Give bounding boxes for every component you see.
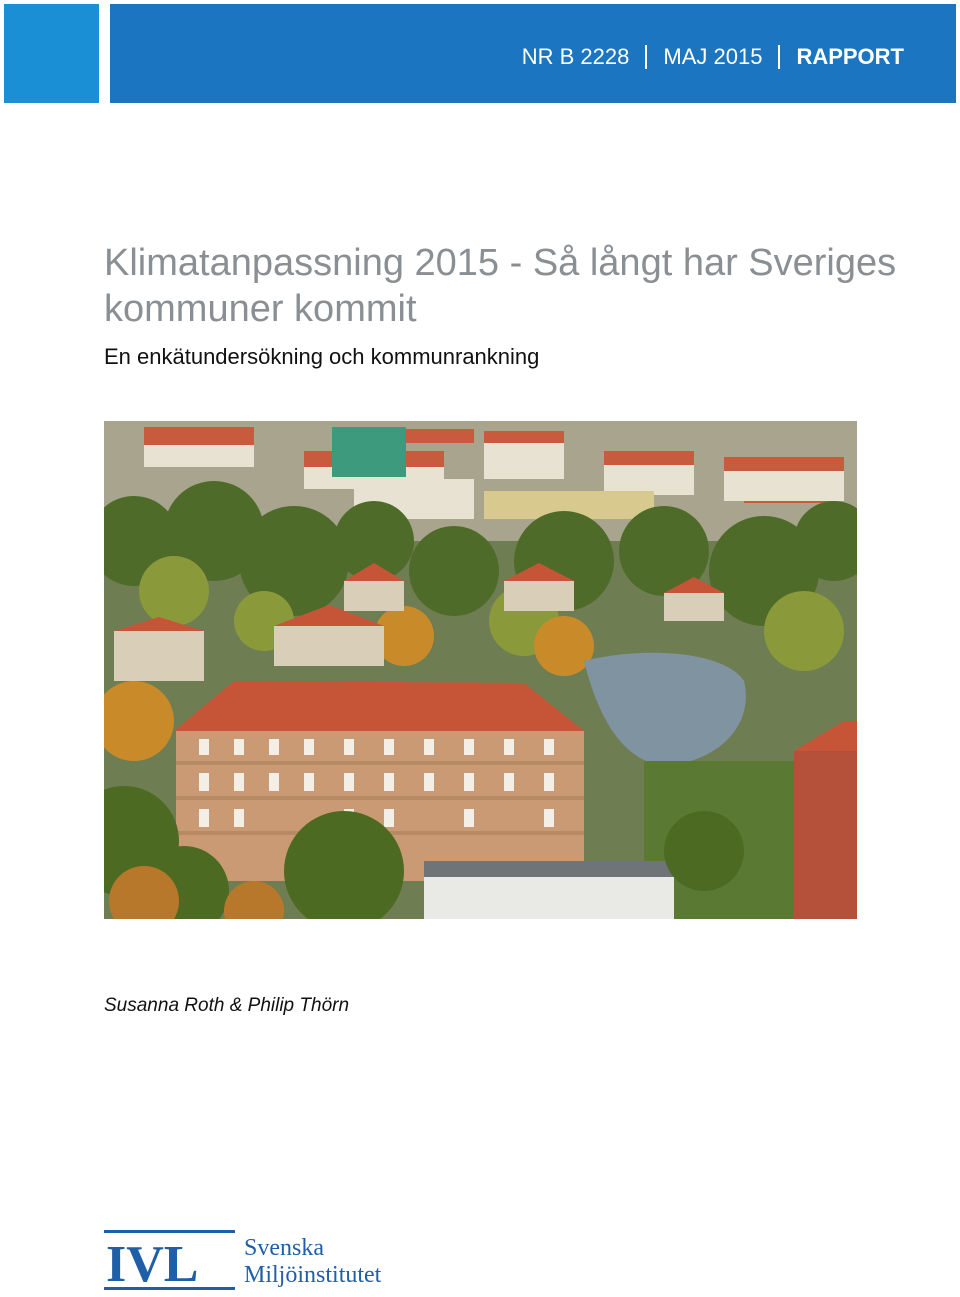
- report-date: MAJ 2015: [663, 44, 763, 69]
- report-number: NR B 2228: [521, 44, 630, 69]
- svg-text:Miljöinstitutet: Miljöinstitutet: [244, 1262, 382, 1288]
- header-bar: [110, 4, 956, 103]
- ivl-logo: [104, 1228, 424, 1292]
- cover-photo: [104, 421, 857, 919]
- report-type: RAPPORT: [796, 44, 904, 69]
- header-separator: [778, 45, 780, 69]
- svg-text:Svenska: Svenska: [244, 1235, 324, 1261]
- header-accent-square: [4, 4, 99, 103]
- header-separator: [645, 45, 647, 69]
- report-subtitle: En enkätundersökning och kommunrankning: [104, 344, 540, 369]
- header-meta: [522, 44, 904, 70]
- authors: Susanna Roth & Philip Thörn: [104, 995, 350, 1016]
- report-title: Klimatanpassning 2015 - Så långt har Sveriges kommuner kommit: [104, 242, 897, 330]
- svg-text:IVL: IVL: [106, 1236, 199, 1292]
